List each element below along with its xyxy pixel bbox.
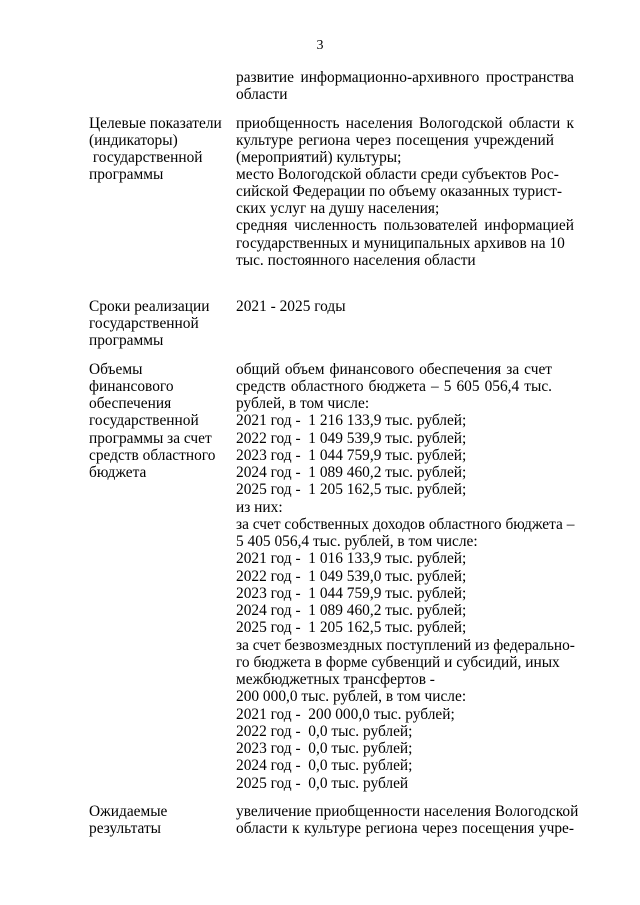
row3-right-line-7: 2024 год - 1 089 460,2 тыс. рублей;: [236, 464, 467, 481]
row4-right-line-1: увеличение приобщенности населения Вологодской: [236, 803, 579, 820]
row1-left-line-2: (индикаторы): [89, 132, 178, 149]
row3-left-line-7: бюджета: [89, 464, 147, 481]
row3-right-line-8: 2025 год - 1 205 162,5 тыс. рублей;: [236, 481, 467, 498]
row3-left-line-1: Объемы: [89, 361, 143, 378]
row4-left-line-2: результаты: [89, 820, 162, 837]
row4-right-line-2: области к культуре региона через посещения учре-: [236, 820, 574, 837]
row3-right-line-18: го бюджета в форме субвенций и субсидий, иных: [236, 654, 560, 671]
row3-left-line-3: обеспечения: [89, 395, 172, 412]
row3-right-line-5: 2022 год - 1 049 539,9 тыс. рублей;: [236, 430, 467, 447]
row3-right-line-16: 2025 год - 1 205 162,5 тыс. рублей;: [236, 619, 467, 636]
row3-right-line-6: 2023 год - 1 044 759,9 тыс. рублей;: [236, 447, 467, 464]
row3-right-line-2: средств областного бюджета – 5 605 056,4 тыс.: [236, 378, 552, 395]
row1-left-line-4: программы: [89, 166, 164, 183]
row1-right-line-9: тыс. постоянного населения области: [236, 252, 476, 269]
row1-right-line-5: сийской Федерации по объему оказанных турист-: [236, 183, 563, 200]
row3-right-line-10: за счет собственных доходов областного бюджета –: [236, 516, 575, 533]
row3-right-line-12: 2021 год - 1 016 133,9 тыс. рублей;: [236, 550, 467, 567]
row3-left-line-5: программы за счет: [89, 430, 212, 447]
row0-right-line-2: области: [236, 86, 288, 103]
row3-right-line-4: 2021 год - 1 216 133,9 тыс. рублей;: [236, 412, 467, 429]
row3-right-line-11: 5 405 056,4 тыс. рублей, в том числе:: [236, 533, 478, 550]
row3-right-line-17: за счет безвозмездных поступлений из федерально-: [236, 637, 575, 654]
row3-right-line-15: 2024 год - 1 089 460,2 тыс. рублей;: [236, 602, 467, 619]
row2-left-line-2: государственной: [89, 315, 199, 332]
row3-right-line-1: общий объем финансового обеспечения за счет: [236, 361, 552, 378]
row3-right-line-23: 2023 год - 0,0 тыс. рублей;: [236, 740, 413, 757]
row3-right-line-25: 2025 год - 0,0 тыс. рублей: [236, 775, 409, 792]
row3-right-line-3: рублей, в том числе:: [236, 395, 370, 412]
row3-left-line-4: государственной: [89, 412, 199, 429]
row3-left-line-6: средств областного: [89, 447, 216, 464]
row2-left-line-3: программы: [89, 332, 164, 349]
row3-right-line-24: 2024 год - 0,0 тыс. рублей;: [236, 757, 413, 774]
row1-right-line-6: ских услуг на душу населения;: [236, 200, 440, 217]
row0-right-line-1: развитие информационно-архивного пространства: [236, 69, 574, 86]
page-number: 3: [316, 38, 324, 53]
row3-right-line-19: межбюджетных трансфертов -: [236, 671, 435, 688]
row1-right-line-4: место Вологодской области среди субъектов Рос-: [236, 166, 559, 183]
row2-left-line-1: Сроки реализации: [89, 298, 210, 315]
row4-left-line-1: Ожидаемые: [89, 803, 168, 820]
row1-right-line-7: средняя численность пользователей информацией: [236, 217, 574, 234]
row3-right-line-21: 2021 год - 200 000,0 тыс. рублей;: [236, 706, 455, 723]
row1-right-line-1: приобщенность населения Вологодской области к: [236, 115, 574, 132]
row3-left-line-2: финансового: [89, 378, 174, 395]
row1-right-line-8: государственных и муниципальных архивов на 10: [236, 235, 565, 252]
row3-right-line-22: 2022 год - 0,0 тыс. рублей;: [236, 723, 413, 740]
row1-right-line-3: (мероприятий) культуры;: [236, 149, 402, 166]
row3-right-line-9: из них:: [236, 499, 283, 516]
row2-right-line-1: 2021 - 2025 годы: [236, 298, 346, 315]
row3-right-line-20: 200 000,0 тыс. рублей, в том числе:: [236, 688, 467, 705]
row3-right-line-14: 2023 год - 1 044 759,9 тыс. рублей;: [236, 585, 467, 602]
row3-right-line-13: 2022 год - 1 049 539,0 тыс. рублей;: [236, 568, 467, 585]
row1-left-line-3: государственной: [89, 149, 203, 166]
row1-right-line-2: культуре региона через посещения учреждений: [236, 132, 554, 149]
row1-left-line-1: Целевые показатели: [89, 115, 222, 132]
